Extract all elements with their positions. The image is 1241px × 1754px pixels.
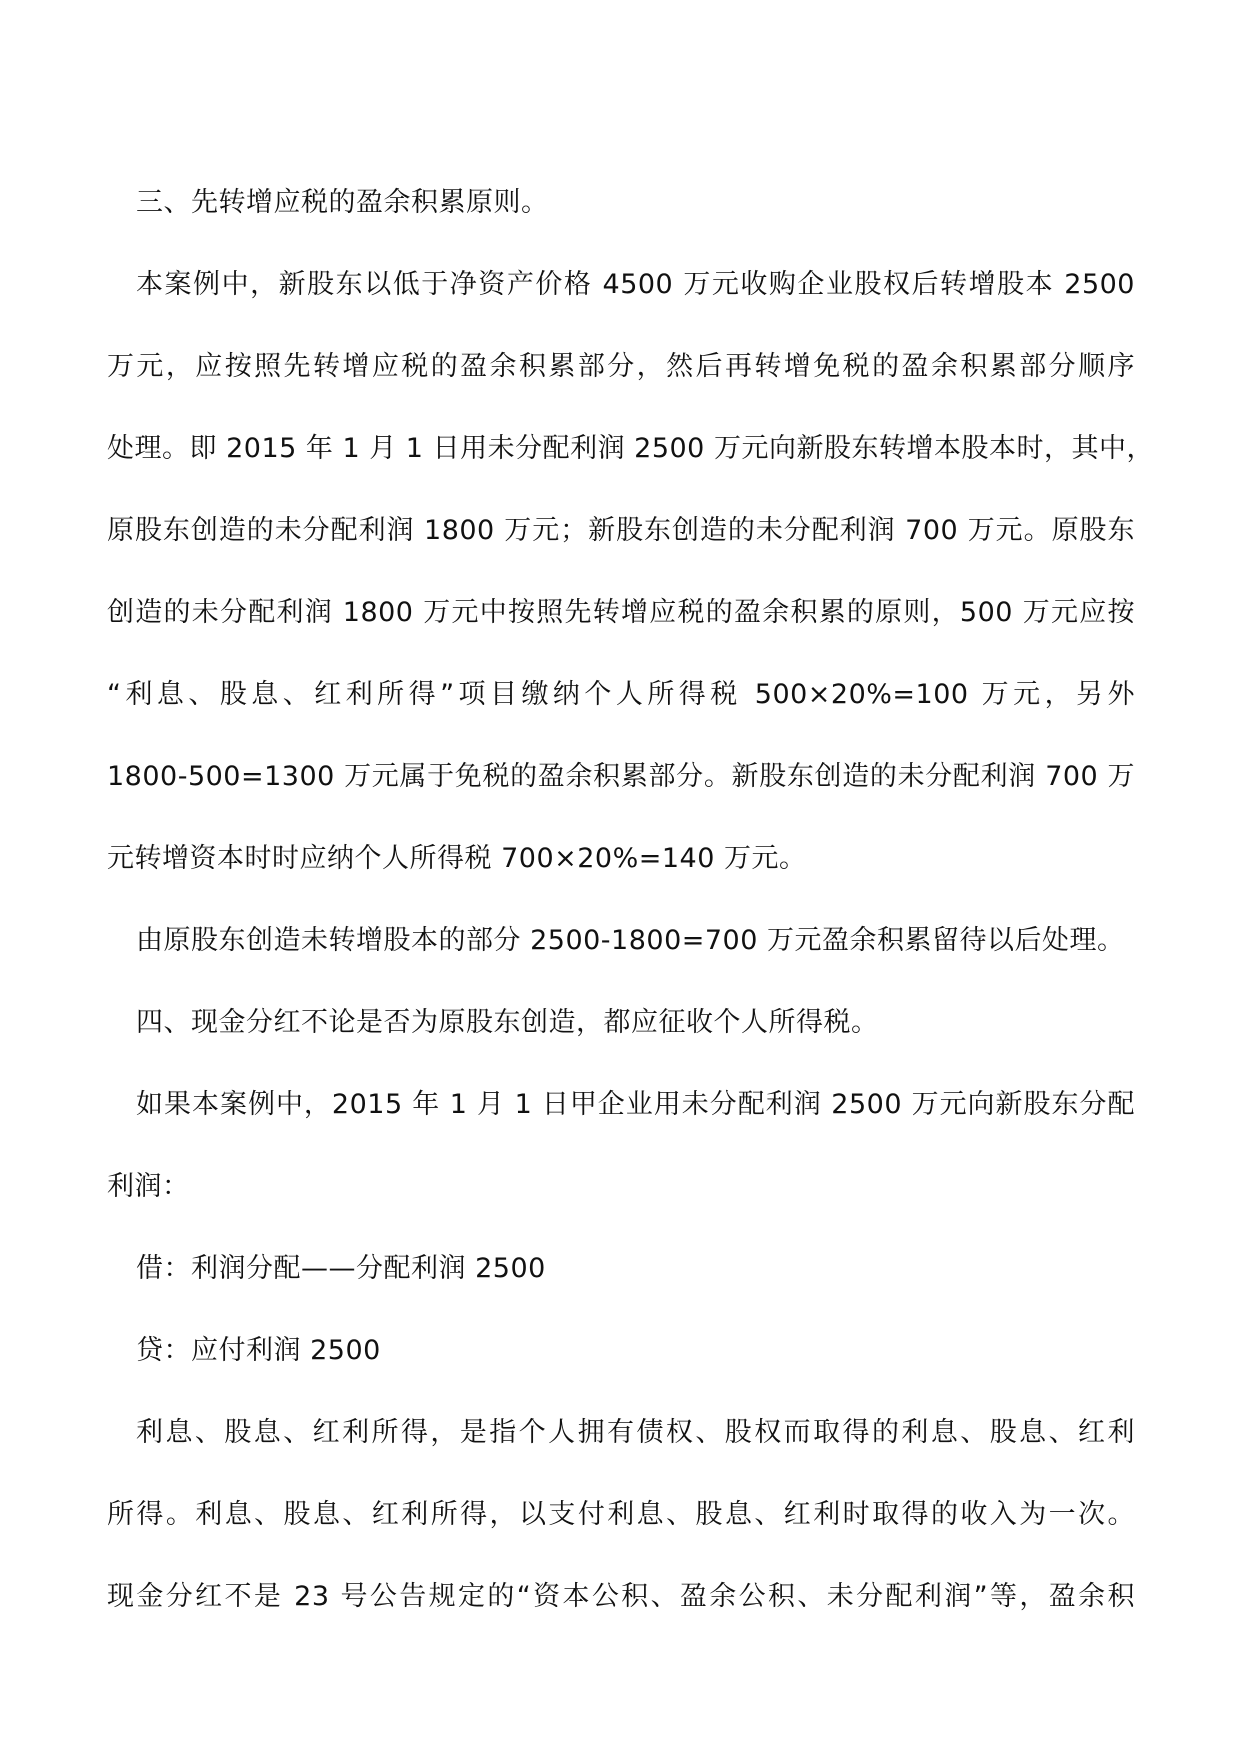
paragraph-line: 原股东创造的未分配利润 1800 万元；新股东创造的未分配利润 700 万元。原股东 — [107, 515, 1135, 546]
journal-entry-debit: 借：利润分配——分配利润 2500 — [136, 1253, 546, 1284]
paragraph-line: 万元，应按照先转增应税的盈余积累部分，然后再转增免税的盈余积累部分顺序 — [107, 351, 1135, 382]
paragraph-line: 本案例中，新股东以低于净资产价格 4500 万元收购企业股权后转增股本 2500 — [136, 269, 1135, 300]
journal-entry-credit: 贷：应付利润 2500 — [136, 1335, 381, 1366]
paragraph-line: 利润： — [107, 1171, 190, 1202]
paragraph-line: 所得。利息、股息、红利所得，以支付利息、股息、红利时取得的收入为一次。 — [107, 1499, 1135, 1530]
paragraph-line: “利息、股息、红利所得”项目缴纳个人所得税 500×20%=100 万元，另外 — [107, 679, 1135, 710]
paragraph-line: 由原股东创造未转增股本的部分 2500-1800=700 万元盈余积累留待以后处理。 — [136, 925, 1125, 956]
paragraph-line: 现金分红不是 23 号公告规定的“资本公积、盈余公积、未分配利润”等，盈余积 — [107, 1581, 1135, 1612]
paragraph-line: 如果本案例中，2015 年 1 月 1 日甲企业用未分配利润 2500 万元向新股东分配 — [136, 1089, 1135, 1120]
paragraph-line: 创造的未分配利润 1800 万元中按照先转增应税的盈余积累的原则，500 万元应按 — [107, 597, 1135, 628]
paragraph-line: 三、先转增应税的盈余积累原则。 — [136, 187, 549, 218]
paragraph-line: 利息、股息、红利所得，是指个人拥有债权、股权而取得的利息、股息、红利 — [136, 1417, 1135, 1448]
section-heading: 四、现金分红不论是否为原股东创造，都应征收个人所得税。 — [136, 1007, 879, 1038]
document-body — [107, 162, 1154, 1638]
paragraph-line: 1800-500=1300 万元属于免税的盈余积累部分。新股东创造的未分配利润 700 万 — [107, 761, 1135, 792]
paragraph-line: 处理。即 2015 年 1 月 1 日用未分配利润 2500 万元向新股东转增本股本时，其中， — [107, 433, 1154, 464]
paragraph-line: 元转增资本时时应纳个人所得税 700×20%=140 万元。 — [107, 843, 807, 874]
